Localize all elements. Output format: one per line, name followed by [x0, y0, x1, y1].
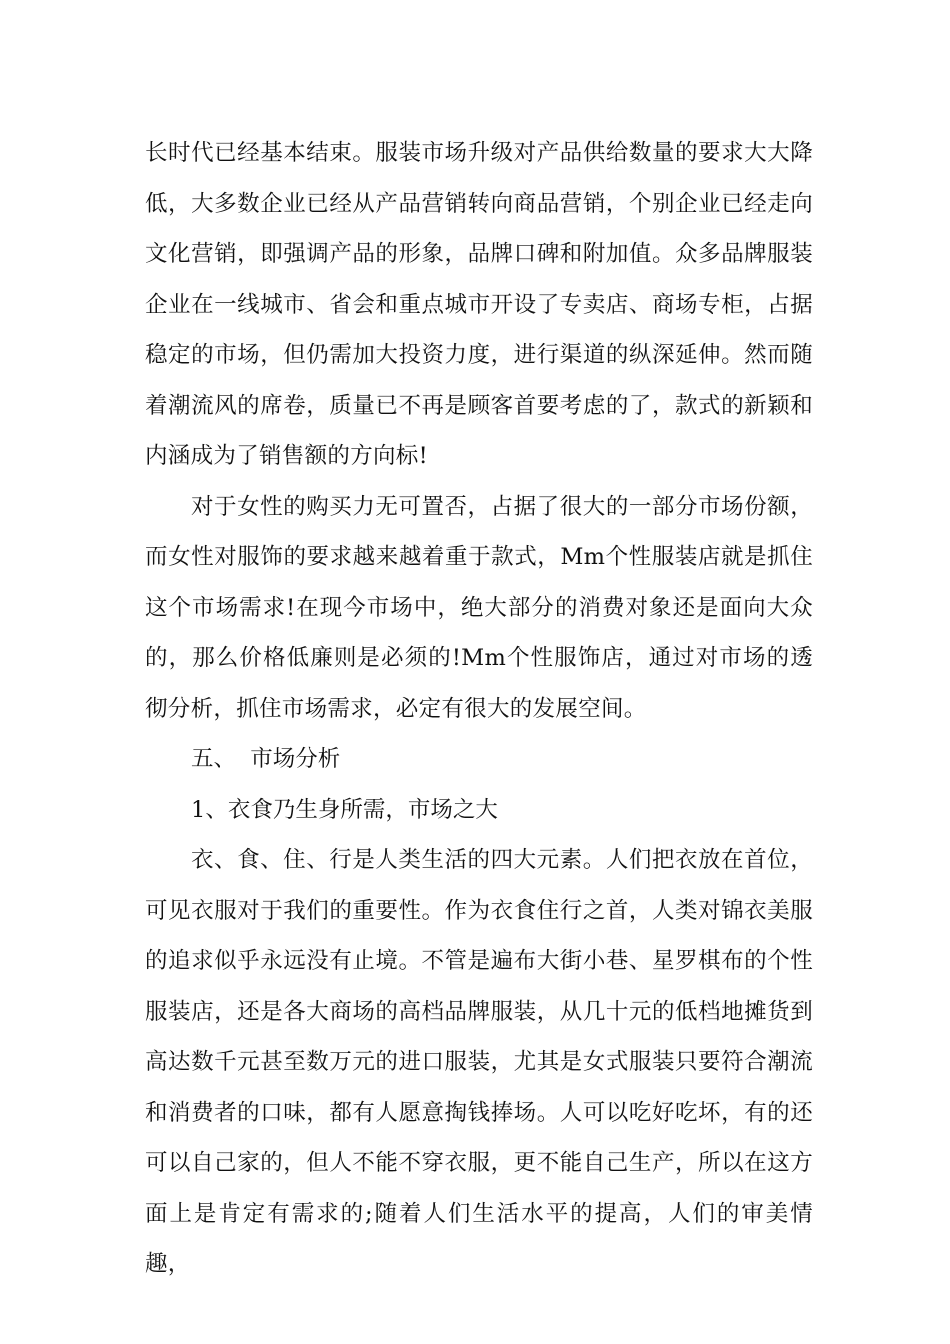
paragraph-female-consumers: 对于女性的购买力无可置否，占据了很大的一部分市场份额，而女性对服饰的要求越来越着重于款式，Mm个性服装店就是抓住这个市场需求!在现今市场中，绝大部分的消费对象还是面向大众的，那么价格低廉则是必须的!Mm个性服饰店，通过对市场的透彻分析，抓住市场需求，必定有很大的发展空间。 — [145, 493, 813, 722]
paragraph-clothing-importance: 衣、食、住、行是人类生活的四大元素。人们把衣放在首位，可见衣服对于我们的重要性。作为衣食住行之首，人类对锦衣美服的追求似乎永远没有止境。不管是遍布大街小巷、星罗棋布的个性服装店，还是各大商场的高档品牌服装，从几十元的低档地摊货到高达数千元甚至数万元的进口服装，尤其是女式服装只要符合潮流和消费者的口味，都有人愿意掏钱捧场。人可以吃好吃坏，有的还可以自己家的，但人不能不穿衣服，更不能自己生产，所以在这方面上是肯定有需求的;随着人们生活水平的提高，人们的审美情趣， — [145, 847, 813, 1277]
document-body — [145, 128, 813, 1290]
paragraph-market-trend: 长时代已经基本结束。服装市场升级对产品供给数量的要求大大降低，大多数企业已经从产品营销转向商品营销，个别企业已经走向文化营销，即强调产品的形象，品牌口碑和附加值。众多品牌服装企业在一线城市、省会和重点城市开设了专卖店、商场专柜，占据稳定的市场，但仍需加大投资力度，进行渠道的纵深延伸。然而随着潮流风的席卷，质量已不再是顾客首要考虑的了，款式的新颖和内涵成为了销售额的方向标! — [145, 140, 813, 469]
section-heading-market-analysis: 五、 市场分析 — [191, 746, 341, 772]
subsection-heading-clothing-needs: 1、衣食乃生身所需，市场之大 — [191, 796, 498, 823]
